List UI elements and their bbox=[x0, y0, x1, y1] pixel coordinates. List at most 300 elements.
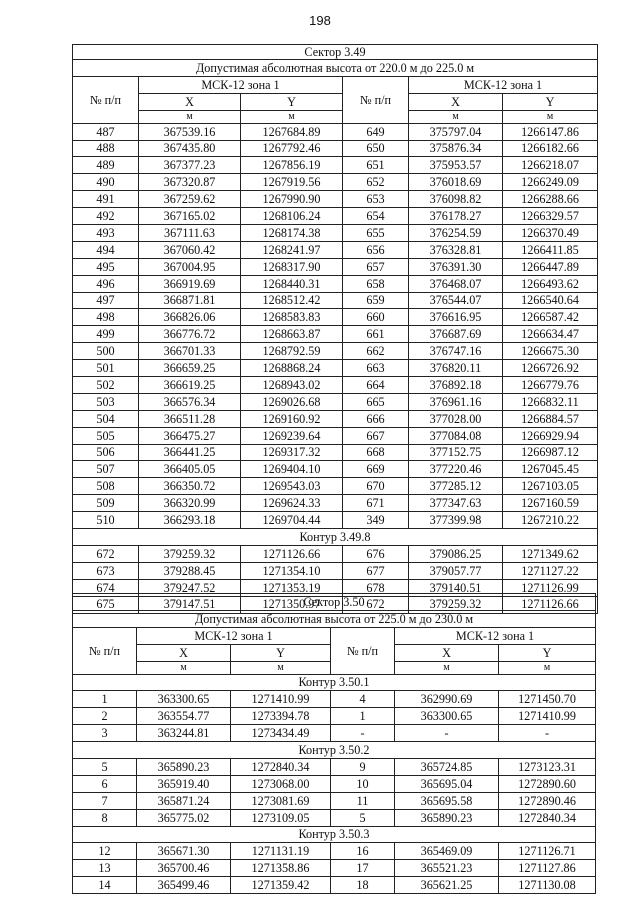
table-cell: 379259.32 bbox=[139, 545, 241, 562]
table-row bbox=[73, 309, 598, 326]
table-cell: 377152.75 bbox=[409, 444, 503, 461]
table-cell: 1272840.34 bbox=[499, 809, 596, 826]
table-cell: 503 bbox=[73, 393, 139, 410]
table-cell: 1273123.31 bbox=[499, 759, 596, 776]
table-cell: 367377.23 bbox=[139, 157, 241, 174]
table-row bbox=[73, 174, 598, 191]
table-cell: 1271126.71 bbox=[499, 843, 596, 860]
table-cell: 1266218.07 bbox=[503, 157, 598, 174]
table-cell: 365775.02 bbox=[137, 809, 231, 826]
table-row bbox=[73, 843, 596, 860]
table-cell: 1267792.46 bbox=[241, 140, 343, 157]
table-cell: 671 bbox=[343, 495, 409, 512]
num-col-header: № п/п bbox=[331, 627, 395, 674]
table-cell: 673 bbox=[73, 562, 139, 579]
table-cell: 365621.25 bbox=[395, 877, 499, 894]
table-cell: 366871.81 bbox=[139, 292, 241, 309]
table-cell: 669 bbox=[343, 461, 409, 478]
table-cell: - bbox=[395, 725, 499, 742]
table-cell: 1266329.57 bbox=[503, 208, 598, 225]
table-cell: 491 bbox=[73, 191, 139, 208]
table-cell: 1266147.86 bbox=[503, 123, 598, 140]
table-row bbox=[73, 562, 598, 579]
unit-label: м bbox=[499, 661, 596, 674]
table-cell: 1267919.56 bbox=[241, 174, 343, 191]
table-cell: 376391.30 bbox=[409, 258, 503, 275]
table-cell: 668 bbox=[343, 444, 409, 461]
table-cell: 502 bbox=[73, 377, 139, 394]
table-row bbox=[73, 444, 598, 461]
table-cell: 10 bbox=[331, 775, 395, 792]
table-cell: 650 bbox=[343, 140, 409, 157]
table-cell: 13 bbox=[73, 860, 137, 877]
table-cell: 1268174.38 bbox=[241, 225, 343, 242]
table-cell: 1269317.32 bbox=[241, 444, 343, 461]
table-cell: 366293.18 bbox=[139, 512, 241, 529]
table-cell: 379057.77 bbox=[409, 562, 503, 579]
table-cell: 377347.63 bbox=[409, 495, 503, 512]
table-row bbox=[73, 157, 598, 174]
table-cell: 1271126.99 bbox=[503, 579, 598, 596]
table-cell: 489 bbox=[73, 157, 139, 174]
table-cell: 1272890.60 bbox=[499, 775, 596, 792]
unit-label: м bbox=[395, 661, 499, 674]
table-row bbox=[73, 545, 598, 562]
sector-title: Сектор 3.50 bbox=[73, 594, 596, 611]
table-cell: 670 bbox=[343, 478, 409, 495]
table-cell: 367004.95 bbox=[139, 258, 241, 275]
table-cell: 1269404.10 bbox=[241, 461, 343, 478]
table-row bbox=[73, 208, 598, 225]
table-cell: 1268241.97 bbox=[241, 241, 343, 258]
table-row bbox=[73, 326, 598, 343]
table-cell: 1269239.64 bbox=[241, 427, 343, 444]
table-cell: 1272890.46 bbox=[499, 792, 596, 809]
table-cell: 501 bbox=[73, 360, 139, 377]
table-cell: 14 bbox=[73, 877, 137, 894]
table-cell: 649 bbox=[343, 123, 409, 140]
table-cell: 375797.04 bbox=[409, 123, 503, 140]
table-cell: 1266447.89 bbox=[503, 258, 598, 275]
table-cell: 500 bbox=[73, 343, 139, 360]
table-cell: 1268512.42 bbox=[241, 292, 343, 309]
table-cell: 488 bbox=[73, 140, 139, 157]
table-row bbox=[73, 775, 596, 792]
table-cell: 365521.23 bbox=[395, 860, 499, 877]
table-cell: 506 bbox=[73, 444, 139, 461]
sector-title: Сектор 3.49 bbox=[73, 45, 598, 60]
table-cell: 487 bbox=[73, 123, 139, 140]
table-cell: 1267684.89 bbox=[241, 123, 343, 140]
table-cell: 1271130.08 bbox=[499, 877, 596, 894]
table-cell: 1267103.05 bbox=[503, 478, 598, 495]
table-cell: 1271410.99 bbox=[231, 691, 331, 708]
table-cell: 6 bbox=[73, 775, 137, 792]
table-row bbox=[73, 123, 598, 140]
table-row bbox=[73, 292, 598, 309]
table-cell: 366441.25 bbox=[139, 444, 241, 461]
table-cell: 365695.58 bbox=[395, 792, 499, 809]
table-cell: 1271127.22 bbox=[503, 562, 598, 579]
table-cell: 376328.81 bbox=[409, 241, 503, 258]
table-row bbox=[73, 225, 598, 242]
table-cell: 363554.77 bbox=[137, 708, 231, 725]
table-cell: 365919.40 bbox=[137, 775, 231, 792]
table-cell: 1269624.33 bbox=[241, 495, 343, 512]
table-cell: 4 bbox=[331, 691, 395, 708]
table-cell: 672 bbox=[343, 596, 409, 613]
sector-3-50-table bbox=[72, 593, 596, 894]
table-cell: 490 bbox=[73, 174, 139, 191]
table-cell: 497 bbox=[73, 292, 139, 309]
table-cell: 365671.30 bbox=[137, 843, 231, 860]
table-cell: 660 bbox=[343, 309, 409, 326]
table-cell: 666 bbox=[343, 410, 409, 427]
table-row bbox=[73, 360, 598, 377]
table-row bbox=[73, 877, 596, 894]
table-cell: 1266634.47 bbox=[503, 326, 598, 343]
table-cell: 367111.63 bbox=[139, 225, 241, 242]
unit-label: м bbox=[231, 661, 331, 674]
table-cell: 362990.69 bbox=[395, 691, 499, 708]
table-cell: 365890.23 bbox=[395, 809, 499, 826]
table-cell: 1266587.42 bbox=[503, 309, 598, 326]
table-cell: 379247.52 bbox=[139, 579, 241, 596]
table-cell: 1 bbox=[73, 691, 137, 708]
table-cell: 1267045.45 bbox=[503, 461, 598, 478]
table-cell: 377285.12 bbox=[409, 478, 503, 495]
table-cell: 376747.16 bbox=[409, 343, 503, 360]
table-cell: 365724.85 bbox=[395, 759, 499, 776]
table-cell: 504 bbox=[73, 410, 139, 427]
table-cell: 653 bbox=[343, 191, 409, 208]
table-cell: 11 bbox=[331, 792, 395, 809]
table-cell: 1267210.22 bbox=[503, 512, 598, 529]
table-cell: 678 bbox=[343, 579, 409, 596]
table-cell: 662 bbox=[343, 343, 409, 360]
table-cell: 363300.65 bbox=[137, 691, 231, 708]
contour-title: Контур 3.50.3 bbox=[73, 826, 596, 843]
contour-title: Контур 3.49.8 bbox=[73, 529, 598, 546]
table-row bbox=[73, 860, 596, 877]
num-col-header: № п/п bbox=[73, 76, 139, 123]
x-header: X bbox=[139, 93, 241, 110]
table-row bbox=[73, 809, 596, 826]
table-cell: 376018.69 bbox=[409, 174, 503, 191]
table-cell: 3 bbox=[73, 725, 137, 742]
table-cell: 363300.65 bbox=[395, 708, 499, 725]
table-cell: 366776.72 bbox=[139, 326, 241, 343]
table-cell: 1266540.64 bbox=[503, 292, 598, 309]
table-cell: 377084.08 bbox=[409, 427, 503, 444]
table-cell: 366511.28 bbox=[139, 410, 241, 427]
contour-row bbox=[73, 826, 596, 843]
table-cell: 1266987.12 bbox=[503, 444, 598, 461]
table-row bbox=[73, 410, 598, 427]
table-cell: 496 bbox=[73, 275, 139, 292]
table-cell: 494 bbox=[73, 241, 139, 258]
table-cell: 377399.98 bbox=[409, 512, 503, 529]
table-cell: 1266929.94 bbox=[503, 427, 598, 444]
table-cell: 1268663.87 bbox=[241, 326, 343, 343]
table-cell: 1271127.86 bbox=[499, 860, 596, 877]
table-cell: 658 bbox=[343, 275, 409, 292]
table-cell: 654 bbox=[343, 208, 409, 225]
altitude-range: Допустимая абсолютная высота от 220.0 м до 225.0 м bbox=[73, 60, 598, 77]
table-cell: 1271350.97 bbox=[241, 596, 343, 613]
y-header: Y bbox=[241, 93, 343, 110]
table-cell: 1272840.34 bbox=[231, 759, 331, 776]
num-col-header: № п/п bbox=[73, 627, 137, 674]
table-cell: 379288.45 bbox=[139, 562, 241, 579]
table-cell: 376468.07 bbox=[409, 275, 503, 292]
table-cell: 1268440.31 bbox=[241, 275, 343, 292]
table-cell: 655 bbox=[343, 225, 409, 242]
table-cell: 1268792.59 bbox=[241, 343, 343, 360]
table-cell: 1266884.57 bbox=[503, 410, 598, 427]
table-cell: 1271354.10 bbox=[241, 562, 343, 579]
table-cell: 1266779.76 bbox=[503, 377, 598, 394]
table-row bbox=[73, 461, 598, 478]
table-row bbox=[73, 759, 596, 776]
table-cell: 5 bbox=[73, 759, 137, 776]
contour-row bbox=[73, 529, 598, 546]
table-row bbox=[73, 343, 598, 360]
table-row bbox=[73, 725, 596, 742]
crs-header: МСК-12 зона 1 bbox=[139, 76, 343, 93]
table-cell: 672 bbox=[73, 545, 139, 562]
x-header: X bbox=[137, 644, 231, 661]
table-row bbox=[73, 792, 596, 809]
table-cell: 661 bbox=[343, 326, 409, 343]
table-cell: 508 bbox=[73, 478, 139, 495]
unit-label: м bbox=[137, 661, 231, 674]
table-cell: 1266411.85 bbox=[503, 241, 598, 258]
table-row bbox=[73, 478, 598, 495]
table-cell: 379140.51 bbox=[409, 579, 503, 596]
table-cell: 1271358.86 bbox=[231, 860, 331, 877]
table-cell: 499 bbox=[73, 326, 139, 343]
table-cell: 17 bbox=[331, 860, 395, 877]
table-row bbox=[73, 258, 598, 275]
y-header: Y bbox=[499, 644, 596, 661]
crs-header: МСК-12 зона 1 bbox=[409, 76, 598, 93]
table-cell: 375876.34 bbox=[409, 140, 503, 157]
table-cell: 377220.46 bbox=[409, 461, 503, 478]
y-header: Y bbox=[503, 93, 598, 110]
table-cell: 1273081.69 bbox=[231, 792, 331, 809]
table-cell: 366475.27 bbox=[139, 427, 241, 444]
table-cell: 365871.24 bbox=[137, 792, 231, 809]
table-row bbox=[73, 377, 598, 394]
crs-header: МСК-12 зона 1 bbox=[137, 627, 331, 644]
table-cell: 366659.25 bbox=[139, 360, 241, 377]
table-row bbox=[73, 393, 598, 410]
table-cell: 1271410.99 bbox=[499, 708, 596, 725]
table-cell: 1269160.92 bbox=[241, 410, 343, 427]
table-cell: 366701.33 bbox=[139, 343, 241, 360]
table-cell: 1266726.92 bbox=[503, 360, 598, 377]
table-cell: 379086.25 bbox=[409, 545, 503, 562]
table-cell: 657 bbox=[343, 258, 409, 275]
table-cell: 498 bbox=[73, 309, 139, 326]
table-cell: 665 bbox=[343, 393, 409, 410]
table-cell: 1271353.19 bbox=[241, 579, 343, 596]
table-cell: 365890.23 bbox=[137, 759, 231, 776]
table-cell: 376961.16 bbox=[409, 393, 503, 410]
table-cell: 366350.72 bbox=[139, 478, 241, 495]
table-cell: 5 bbox=[331, 809, 395, 826]
table-cell: 659 bbox=[343, 292, 409, 309]
table-cell: 367060.42 bbox=[139, 241, 241, 258]
table-cell: 1271450.70 bbox=[499, 691, 596, 708]
table-row bbox=[73, 191, 598, 208]
table-cell: 18 bbox=[331, 877, 395, 894]
table-cell: 1266675.30 bbox=[503, 343, 598, 360]
table-cell: 379259.32 bbox=[409, 596, 503, 613]
contour-row bbox=[73, 674, 596, 691]
table-cell: 8 bbox=[73, 809, 137, 826]
table-row bbox=[73, 708, 596, 725]
table-cell: 379147.51 bbox=[139, 596, 241, 613]
x-header: X bbox=[395, 644, 499, 661]
unit-label: м bbox=[503, 110, 598, 123]
table-cell: 651 bbox=[343, 157, 409, 174]
table-row bbox=[73, 427, 598, 444]
table-cell: 12 bbox=[73, 843, 137, 860]
table-cell: 1271131.19 bbox=[231, 843, 331, 860]
table-cell: 1266249.09 bbox=[503, 174, 598, 191]
table-cell: 367259.62 bbox=[139, 191, 241, 208]
table-cell: 366405.05 bbox=[139, 461, 241, 478]
table-cell: 367320.87 bbox=[139, 174, 241, 191]
table-cell: 363244.81 bbox=[137, 725, 231, 742]
table-cell: 376616.95 bbox=[409, 309, 503, 326]
table-cell: 1266182.66 bbox=[503, 140, 598, 157]
table-cell: 492 bbox=[73, 208, 139, 225]
sector-3-49-table bbox=[72, 44, 598, 614]
table-cell: 1273434.49 bbox=[231, 725, 331, 742]
table-cell: 9 bbox=[331, 759, 395, 776]
table-cell: 652 bbox=[343, 174, 409, 191]
table-cell: 366619.25 bbox=[139, 377, 241, 394]
altitude-range: Допустимая абсолютная высота от 225.0 м до 230.0 м bbox=[73, 610, 596, 627]
table-cell: 1266370.49 bbox=[503, 225, 598, 242]
table-cell: 663 bbox=[343, 360, 409, 377]
table-cell: - bbox=[499, 725, 596, 742]
contour-title: Контур 3.50.1 bbox=[73, 674, 596, 691]
table-row bbox=[73, 495, 598, 512]
table-cell: 1266288.66 bbox=[503, 191, 598, 208]
table-cell: 1268943.02 bbox=[241, 377, 343, 394]
table-cell: 1271126.66 bbox=[503, 596, 598, 613]
table-cell: 493 bbox=[73, 225, 139, 242]
table-cell: 376820.11 bbox=[409, 360, 503, 377]
table-cell: 664 bbox=[343, 377, 409, 394]
table-cell: 366919.69 bbox=[139, 275, 241, 292]
table-cell: 1267856.19 bbox=[241, 157, 343, 174]
table-cell: 1271349.62 bbox=[503, 545, 598, 562]
table-cell: 1267990.90 bbox=[241, 191, 343, 208]
table-cell: 1268868.24 bbox=[241, 360, 343, 377]
table-cell: 376254.59 bbox=[409, 225, 503, 242]
table-row bbox=[73, 691, 596, 708]
table-cell: 376687.69 bbox=[409, 326, 503, 343]
table-cell: 2 bbox=[73, 708, 137, 725]
table-cell: 1268317.90 bbox=[241, 258, 343, 275]
table-cell: 376544.07 bbox=[409, 292, 503, 309]
crs-header: МСК-12 зона 1 bbox=[395, 627, 596, 644]
table-cell: 7 bbox=[73, 792, 137, 809]
table-cell: 675 bbox=[73, 596, 139, 613]
table-cell: 375953.57 bbox=[409, 157, 503, 174]
num-col-header: № п/п bbox=[343, 76, 409, 123]
table-cell: 366576.34 bbox=[139, 393, 241, 410]
table-cell: 366320.99 bbox=[139, 495, 241, 512]
x-header: X bbox=[409, 93, 503, 110]
table-cell: 1271126.66 bbox=[241, 545, 343, 562]
table-cell: 1269026.68 bbox=[241, 393, 343, 410]
table-cell: 365469.09 bbox=[395, 843, 499, 860]
table-cell: 1269543.03 bbox=[241, 478, 343, 495]
contour-row bbox=[73, 742, 596, 759]
table-cell: 1 bbox=[331, 708, 395, 725]
table-cell: 1271359.42 bbox=[231, 877, 331, 894]
table-cell: 376178.27 bbox=[409, 208, 503, 225]
table-cell: 1273068.00 bbox=[231, 775, 331, 792]
unit-label: м bbox=[241, 110, 343, 123]
table-cell: 1267160.59 bbox=[503, 495, 598, 512]
table-row bbox=[73, 512, 598, 529]
table-cell: 1273394.78 bbox=[231, 708, 331, 725]
unit-label: м bbox=[139, 110, 241, 123]
contour-title: Контур 3.50.2 bbox=[73, 742, 596, 759]
table-cell: 367539.16 bbox=[139, 123, 241, 140]
table-cell: 656 bbox=[343, 241, 409, 258]
table-cell: 376098.82 bbox=[409, 191, 503, 208]
table-cell: 676 bbox=[343, 545, 409, 562]
table-cell: - bbox=[331, 725, 395, 742]
table-cell: 376892.18 bbox=[409, 377, 503, 394]
table-cell: 365695.04 bbox=[395, 775, 499, 792]
table-row bbox=[73, 140, 598, 157]
table-cell: 674 bbox=[73, 579, 139, 596]
table-cell: 1266493.62 bbox=[503, 275, 598, 292]
table-cell: 366826.06 bbox=[139, 309, 241, 326]
table-cell: 1269704.44 bbox=[241, 512, 343, 529]
table-cell: 509 bbox=[73, 495, 139, 512]
table-cell: 495 bbox=[73, 258, 139, 275]
table-cell: 677 bbox=[343, 562, 409, 579]
page-number: 198 bbox=[309, 13, 331, 28]
table-cell: 1268106.24 bbox=[241, 208, 343, 225]
table-cell: 1268583.83 bbox=[241, 309, 343, 326]
table-cell: 367435.80 bbox=[139, 140, 241, 157]
table-row bbox=[73, 241, 598, 258]
table-cell: 349 bbox=[343, 512, 409, 529]
table-cell: 510 bbox=[73, 512, 139, 529]
unit-label: м bbox=[409, 110, 503, 123]
table-row bbox=[73, 275, 598, 292]
table-cell: 365499.46 bbox=[137, 877, 231, 894]
table-cell: 667 bbox=[343, 427, 409, 444]
table-cell: 1266832.11 bbox=[503, 393, 598, 410]
table-cell: 507 bbox=[73, 461, 139, 478]
table-cell: 1273109.05 bbox=[231, 809, 331, 826]
table-cell: 377028.00 bbox=[409, 410, 503, 427]
table-cell: 505 bbox=[73, 427, 139, 444]
table-cell: 367165.02 bbox=[139, 208, 241, 225]
